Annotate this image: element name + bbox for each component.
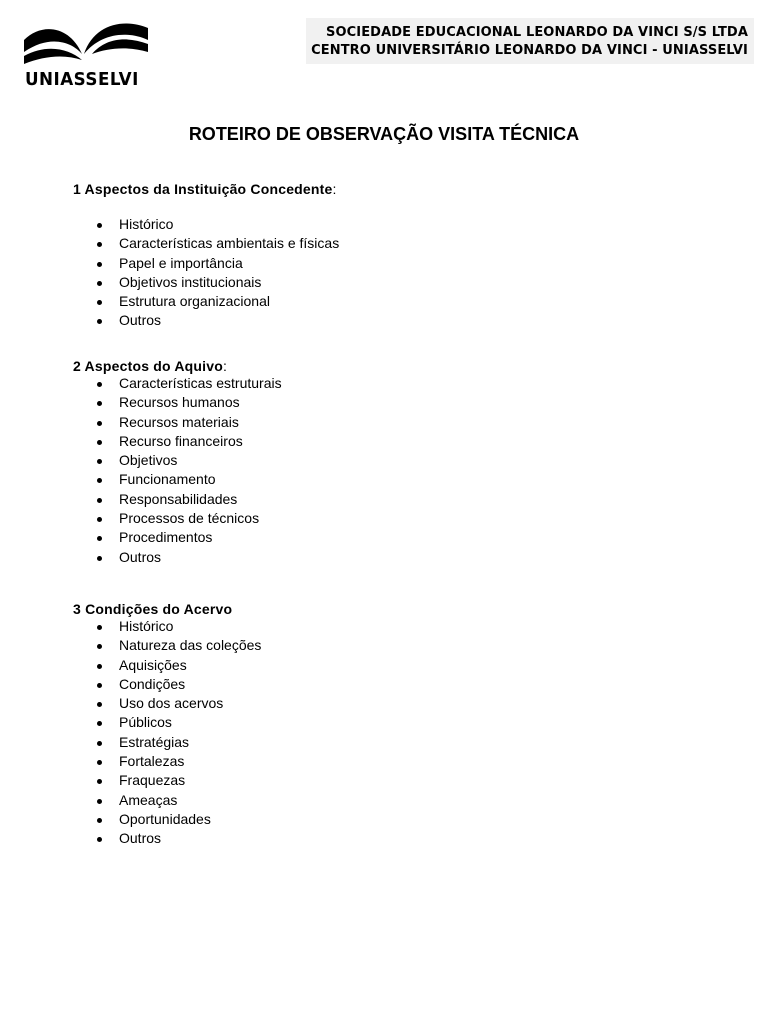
list-item-text: Condições: [119, 675, 186, 692]
open-book-icon: [22, 18, 150, 68]
list-item: [73, 490, 282, 509]
section-condicoes-acervo: [73, 600, 261, 849]
list-item-text: Histórico: [119, 216, 174, 232]
bullet-icon: [97, 837, 102, 842]
bullet-list: [73, 215, 339, 331]
org-name-line2: CENTRO UNIVERSITÁRIO LEONARDO DA VINCI - UNIASSELVI: [311, 43, 748, 58]
list-item: [73, 451, 282, 470]
section-heading: [73, 357, 282, 375]
bullet-icon: [97, 517, 102, 522]
list-item-text: Recurso financeiros: [119, 432, 243, 449]
bullet-icon: [97, 459, 102, 464]
list-item: [73, 810, 261, 829]
section-heading-label: 2 Aspectos do Aquivo: [73, 358, 223, 374]
list-item: [73, 509, 282, 528]
list-item: [73, 829, 261, 848]
bullet-icon: [97, 664, 102, 669]
list-item: [73, 374, 282, 393]
list-item-text: Responsabilidades: [119, 490, 238, 507]
list-item-text: Outros: [119, 830, 162, 847]
bullet-icon: [97, 498, 102, 503]
uniasselvi-logo: [22, 18, 150, 94]
list-item: [73, 548, 282, 567]
section-heading-label: 3 Condições do Acervo: [73, 601, 233, 617]
bullet-icon: [97, 440, 102, 445]
list-item: [73, 713, 261, 732]
org-name-line1: SOCIEDADE EDUCACIONAL LEONARDO DA VINCI S/S LTDA: [326, 25, 748, 40]
bullet-icon: [97, 683, 102, 688]
bullet-icon: [97, 300, 102, 305]
section-instituicao-concedente: [73, 180, 339, 331]
bullet-icon: [97, 625, 102, 630]
bullet-icon: [97, 478, 102, 483]
section-heading-suffix: :: [222, 358, 227, 374]
section-heading: [73, 600, 261, 618]
list-item: [73, 470, 282, 489]
list-item: [73, 393, 282, 412]
list-item: [73, 254, 339, 273]
bullet-list: [73, 374, 282, 567]
list-item: [73, 432, 282, 451]
list-item-text: Oportunidades: [119, 810, 211, 827]
list-item-text: Recursos humanos: [119, 394, 240, 411]
list-item: [73, 617, 261, 636]
logo-wordmark: UNIASSELVI: [25, 69, 139, 90]
list-item: [73, 656, 261, 675]
list-item-text: Ameaças: [119, 791, 178, 808]
bullet-icon: [97, 760, 102, 765]
list-item-text: Públicos: [119, 714, 172, 731]
list-item-text: Histórico: [119, 618, 174, 634]
list-item: [73, 771, 261, 790]
list-item-text: Fortalezas: [119, 753, 185, 770]
list-item-text: Funcionamento: [119, 471, 216, 488]
bullet-icon: [97, 319, 102, 324]
list-item: [73, 675, 261, 694]
bullet-icon: [97, 536, 102, 541]
list-item: [73, 273, 339, 292]
list-item: [73, 292, 339, 311]
list-item-text: Fraquezas: [119, 772, 186, 789]
bullet-icon: [97, 401, 102, 406]
section-aspectos-aquivo: [73, 357, 282, 567]
section-heading-suffix: :: [332, 181, 337, 197]
bullet-list: [73, 617, 261, 849]
bullet-icon: [97, 644, 102, 649]
bullet-icon: [97, 818, 102, 823]
bullet-icon: [97, 702, 102, 707]
list-item-text: Processos de técnicos: [119, 510, 260, 527]
list-item-text: Estratégias: [119, 733, 190, 750]
list-item-text: Aquisições: [119, 656, 187, 673]
list-item: [73, 752, 261, 771]
bullet-icon: [97, 262, 102, 267]
list-item: [73, 694, 261, 713]
document-title: ROTEIRO DE OBSERVAÇÃO VISITA TÉCNICA: [188, 124, 580, 144]
list-item-text: Outros: [119, 548, 162, 565]
list-item-text: Estrutura organizacional: [119, 293, 270, 310]
list-item-text: Objetivos institucionais: [119, 273, 262, 290]
bullet-icon: [97, 281, 102, 286]
list-item-text: Outros: [119, 312, 162, 329]
list-item: [73, 234, 339, 253]
bullet-icon: [97, 242, 102, 247]
section-heading: [73, 180, 339, 198]
list-item: [73, 636, 261, 655]
list-item-text: Características ambientais e físicas: [119, 235, 340, 252]
bullet-icon: [97, 779, 102, 784]
list-item-text: Papel e importância: [119, 254, 243, 271]
list-item: [73, 215, 339, 234]
list-item-text: Objetivos: [119, 452, 178, 469]
list-item-text: Uso dos acervos: [119, 695, 224, 712]
bullet-icon: [97, 556, 102, 561]
bullet-icon: [97, 382, 102, 387]
list-item: [73, 311, 339, 330]
list-item-text: Natureza das coleções: [119, 637, 262, 654]
list-item-text: Procedimentos: [119, 529, 213, 546]
bullet-icon: [97, 223, 102, 228]
bullet-icon: [97, 421, 102, 426]
list-item-text: Características estruturais: [119, 375, 282, 391]
bullet-icon: [97, 741, 102, 746]
bullet-icon: [97, 721, 102, 726]
section-heading-label: 1 Aspectos da Instituição Concedente: [73, 181, 333, 197]
list-item: [73, 733, 261, 752]
list-item: [73, 791, 261, 810]
list-item: [73, 528, 282, 547]
bullet-icon: [97, 799, 102, 804]
list-item-text: Recursos materiais: [119, 413, 239, 430]
list-item: [73, 413, 282, 432]
